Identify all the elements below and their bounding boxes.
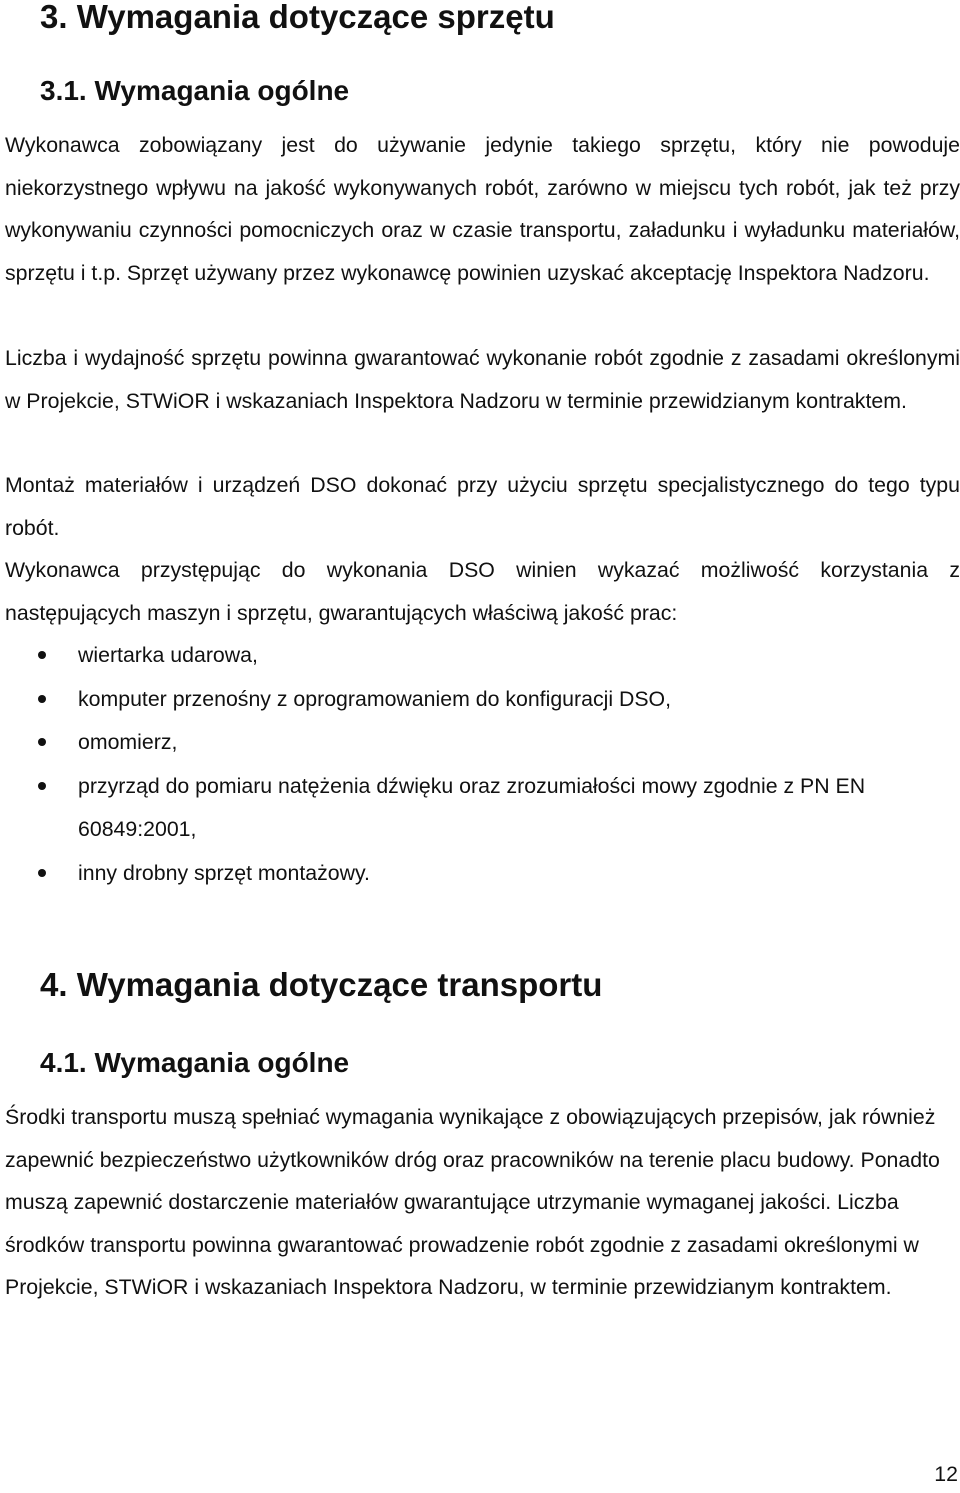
list-item — [0, 678, 960, 722]
equipment-list — [0, 634, 960, 895]
list-item-text: inny drobny sprzęt montażowy. — [78, 860, 370, 885]
paragraph-transport-requirements: Środki transportu muszą spełniać wymagania wynikające z obowiązujących przepisów, jak również zapewnić bezpieczeństwo użytkowników dróg oraz pracowników na terenie placu budowy. Ponadto muszą zapewnić dostarczenie materiałów gwarantujące utrzymanie wymaganej jakości. Liczba środków transportu powinna gwarantować prowadzenie robót zgodnie z zasadami określonymi w Projekcie, STWiOR i wskazaniach Inspektora Nadzoru, w terminie przewidzianym kontraktem. — [5, 1105, 940, 1299]
bullet-icon — [38, 738, 46, 746]
paragraph-equipment-requirements: Wykonawca przystępując do wykonania DSO winien wykazać możliwość korzystania z następujących maszyn i sprzętu, gwarantujących właściwą jakość prac: — [5, 558, 960, 625]
list-item — [0, 721, 960, 765]
subsection-4-1-heading: 4.1. Wymagania ogólne — [40, 1047, 350, 1078]
page-number: 12 — [934, 1462, 958, 1486]
paragraph-equipment-capacity: Liczba i wydajność sprzętu powinna gwarantować wykonanie robót zgodnie z zasadami określonymi w Projekcie, STWiOR i wskazaniach Inspektora Nadzoru w terminie przewidzianym kontraktem. — [5, 346, 960, 413]
list-item — [0, 634, 960, 678]
paragraph-equipment-usage: Wykonawca zobowiązany jest do używanie jedynie takiego sprzętu, który nie powoduje niekorzystnego wpływu na jakość wykonywanych robót, zarówno w miejscu tych robót, jak też przy wykonywaniu czynności pomocniczych oraz w czasie transportu, załadunku i wyładunku materiałów, sprzętu i t.p. Sprzęt używany przez wykonawcę powinien uzyskać akceptację Inspektora Nadzoru. — [5, 133, 960, 285]
bullet-icon — [38, 869, 46, 877]
list-item-text: wiertarka udarowa, — [78, 643, 258, 667]
paragraph-dso-installation: Montaż materiałów i urządzeń DSO dokonać przy użyciu sprzętu specjalistycznego do tego typu robót. — [5, 473, 960, 540]
bullet-icon — [38, 782, 46, 790]
subsection-3-1-heading: 3.1. Wymagania ogólne — [40, 75, 350, 106]
list-item-text: omomierz, — [78, 730, 178, 754]
list-item-text: przyrząd do pomiaru natężenia dźwięku oraz zrozumiałości mowy zgodnie z PN EN 60849:2001, — [78, 773, 866, 841]
bullet-icon — [38, 651, 46, 659]
list-item — [0, 852, 960, 896]
bullet-icon — [38, 695, 46, 703]
section-4-heading: 4. Wymagania dotyczące transportu — [40, 966, 603, 1003]
section-3-heading: 3. Wymagania dotyczące sprzętu — [40, 0, 555, 35]
list-item — [0, 765, 960, 852]
list-item-text: komputer przenośny z oprogramowaniem do konfiguracji DSO, — [78, 686, 672, 711]
